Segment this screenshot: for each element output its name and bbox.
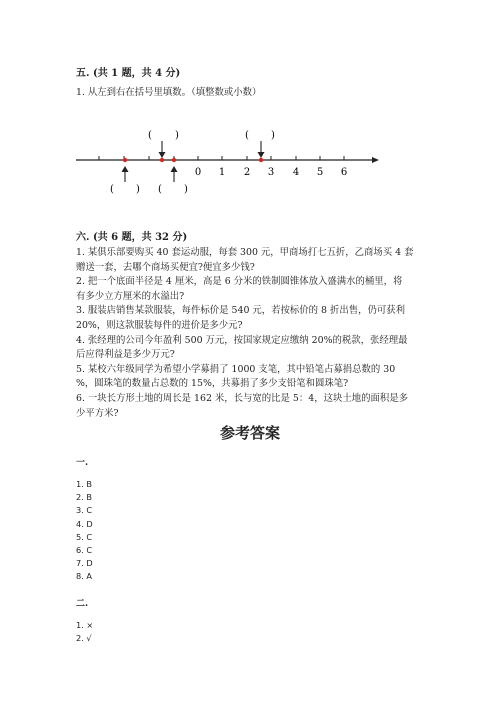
problem-line: 6. 一块长方形土地的周长是 162 米，长与宽的比是 5：4，这块土地的面积是多: [76, 392, 408, 404]
answers-part2-title: 二.: [76, 599, 89, 609]
point-b: [160, 158, 164, 162]
answer-item: 5. C: [76, 531, 93, 542]
tick-label-6: 6: [340, 167, 348, 178]
arrow-down-2-head: [258, 152, 265, 158]
bracket-top-1: (: [148, 130, 152, 141]
problem-line: 少平方米?: [76, 407, 119, 419]
section5-title: 五. (共 1 题，共 4 分): [76, 68, 181, 79]
answer-item: 1. B: [76, 479, 93, 489]
point-d: [259, 158, 263, 162]
arrow-down-1-head: [159, 152, 166, 158]
arrow-up-1-head: [122, 166, 129, 172]
tick-label-5: 5: [316, 167, 324, 178]
section6-title: 六. (共 6 题，共 32 分): [76, 232, 188, 243]
answer-item: 1. ×: [76, 620, 94, 630]
section5-instruction: 1. 从左到右在括号里填数。（填整数或小数）: [76, 87, 262, 98]
problem-line: 有多少立方厘米的水溢出?: [76, 290, 185, 302]
problem-line: 2. 把一个底面半径是 4 厘米，高是 6 分米的铁制圆锥体放入盛满水的桶里，将: [76, 276, 403, 288]
problem-line: 20%，则这款服装每件的进价是多少元?: [76, 319, 243, 331]
bracket-bottom-1-close: ): [136, 184, 140, 195]
answer-item: 3. C: [76, 505, 93, 516]
problem-line: 赠送一套，去哪个商场买便宜?便宜多少钱?: [76, 261, 255, 273]
problem-line: 后应得利益是多少万元?: [76, 349, 175, 361]
bracket-top-2: (: [245, 130, 249, 141]
answers-title: 参考答案: [219, 424, 280, 442]
answer-item: 6. C: [76, 545, 93, 556]
answer-item: 2. B: [76, 492, 93, 503]
point-a: [123, 158, 127, 162]
point-c: [172, 158, 176, 162]
answer-item: 7. D: [76, 558, 93, 569]
answer-item: 2. √: [76, 633, 92, 644]
arrow-up-2-head: [171, 166, 178, 172]
answers-part1-list: [76, 478, 93, 584]
tick-label-4: 4: [292, 167, 300, 178]
bracket-top-1-close: ): [175, 130, 179, 141]
answer-item: 8. A: [76, 571, 93, 582]
answers-part2-list: [76, 619, 93, 645]
tick-label-2: 2: [243, 167, 251, 178]
tick-label-1: 1: [218, 167, 226, 178]
section6-problems: [76, 246, 446, 421]
problem-line: %，圆珠笔的数量占总数的 15%，共募捐了多少支铅笔和圆珠笔?: [76, 378, 349, 390]
bracket-bottom-2-close: ): [184, 184, 188, 195]
problem-line: 1. 某俱乐部要购买 40 套运动服，每套 300 元，甲商场打七五折，乙商场买 4 套: [76, 247, 414, 258]
answers-part1-title: 一.: [76, 458, 89, 468]
problem-line: 3. 服装店销售某款服装，每件标价是 540 元，若按标价的 8 折出售，仍可获利: [76, 305, 405, 317]
problem-line: 5. 某校六年级同学为希望小学募捐了 1000 支笔，其中铅笔占募捐总数的 30: [76, 363, 396, 375]
tick-label-0: 0: [194, 167, 202, 178]
bracket-top-2-close: ): [271, 130, 275, 141]
number-line-figure: [76, 122, 386, 198]
tick-label-3: 3: [267, 167, 275, 178]
problem-line: 4. 张经理的公司今年盈利 500 万元，按国家规定应缴纳 20%的税款，张经理最: [76, 334, 408, 346]
bracket-bottom-1: (: [110, 184, 114, 195]
answer-item: 4. D: [76, 518, 93, 529]
bracket-bottom-2: (: [158, 184, 162, 195]
number-line-arrowhead: [372, 157, 379, 163]
